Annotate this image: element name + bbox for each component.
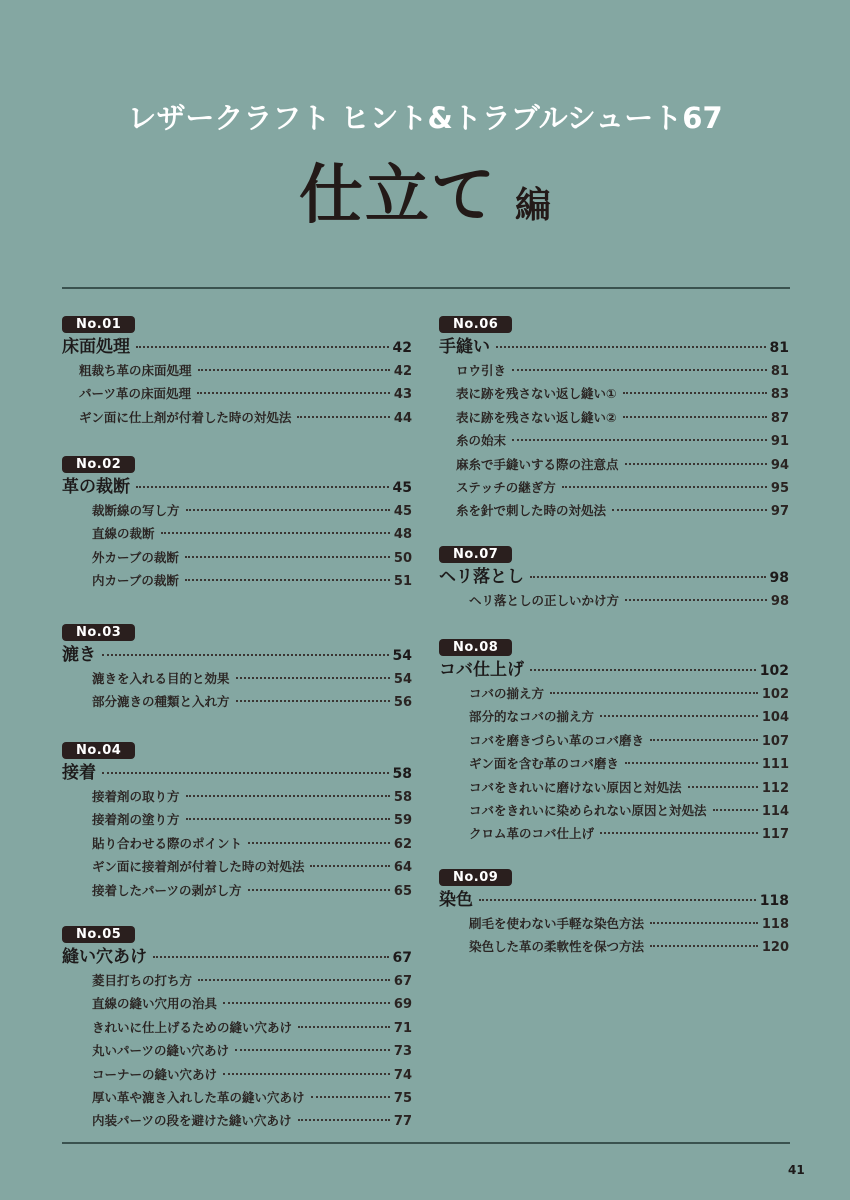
toc-column-left [62, 313, 412, 1134]
toc-item[interactable]: ギン面に接着剤が付着した時の対処法 64 [92, 859, 412, 876]
toc-heading[interactable]: 漉き 54 [62, 645, 412, 665]
toc-item[interactable]: 内カーブの裁断 51 [92, 573, 412, 590]
toc-item[interactable]: 表に跡を残さない返し縫い② 87 [456, 409, 789, 426]
toc-section-04 [62, 739, 412, 923]
toc-item[interactable]: コバを磨きづらい革のコバ磨き 107 [469, 732, 789, 749]
section-badge: No.05 [62, 926, 135, 943]
toc-item[interactable]: 刷毛を使わない手軽な染色方法 118 [469, 916, 789, 932]
page-title [0, 144, 850, 236]
toc-item[interactable]: コバをきれいに染められない原因と対処法 114 [469, 803, 789, 820]
toc-item[interactable]: 接着剤の取り方 58 [92, 789, 412, 805]
toc-heading[interactable]: コバ仕上げ 102 [439, 660, 789, 680]
section-badge: No.07 [439, 546, 512, 563]
top-divider [62, 287, 790, 289]
toc-item[interactable]: 部分的なコバの揃え方 104 [469, 709, 789, 726]
section-badge: No.03 [62, 624, 135, 641]
toc-item[interactable]: 糸を針で刺した時の対処法 97 [456, 503, 789, 520]
toc-item[interactable]: きれいに仕上げるための縫い穴あけ 71 [92, 1019, 412, 1036]
toc-item[interactable]: パーツ革の床面処理 43 [79, 386, 412, 403]
toc-section-01 [62, 313, 412, 453]
toc-section-06 [439, 313, 789, 543]
toc-item[interactable]: 厚い革や漉き入れした革の縫い穴あけ 75 [92, 1090, 412, 1107]
section-badge: No.08 [439, 639, 512, 656]
toc-item[interactable]: ギン面に仕上剤が付着した時の対処法 44 [79, 409, 412, 426]
toc-item[interactable]: ギン面を含む革のコバ磨き 111 [469, 756, 789, 773]
toc-section-03 [62, 621, 412, 739]
section-badge: No.09 [439, 869, 512, 886]
toc-section-07 [439, 543, 789, 636]
toc-item[interactable]: 漉きを入れる目的と効果 54 [92, 671, 412, 687]
toc-item[interactable]: ステッチの継ぎ方 95 [456, 480, 789, 497]
toc-item[interactable]: 染色した革の柔軟性を保つ方法 120 [469, 939, 789, 956]
toc-item[interactable]: コバの揃え方 102 [469, 686, 789, 702]
title-main: 仕立て [298, 159, 497, 233]
toc-column-right [439, 313, 789, 960]
page-number: 41 [788, 1163, 805, 1177]
toc-heading[interactable]: 床面処理 42 [62, 337, 412, 357]
toc-item[interactable]: 接着剤の塗り方 59 [92, 812, 412, 829]
toc-item[interactable]: 菱目打ちの打ち方 67 [92, 973, 412, 989]
toc-item[interactable]: 部分漉きの種類と入れ方 56 [92, 694, 412, 711]
toc-section-02 [62, 453, 412, 621]
toc-item[interactable]: 丸いパーツの縫い穴あけ 73 [92, 1043, 412, 1060]
toc-item[interactable]: 裁断線の写し方 45 [92, 503, 412, 519]
section-badge: No.04 [62, 742, 135, 759]
toc-heading[interactable]: 染色 118 [439, 890, 789, 910]
section-badge: No.02 [62, 456, 135, 473]
toc-item[interactable]: 糸の始末 91 [456, 433, 789, 450]
title-suffix: 編 [514, 185, 551, 226]
toc-item[interactable]: コーナーの縫い穴あけ 74 [92, 1066, 412, 1083]
toc-item[interactable]: 表に跡を残さない返し縫い① 83 [456, 386, 789, 403]
toc-section-08 [439, 636, 789, 866]
toc-section-05 [62, 923, 412, 1134]
toc-item[interactable]: 外カーブの裁断 50 [92, 549, 412, 566]
section-badge: No.06 [439, 316, 512, 333]
toc-item[interactable]: ロウ引き 81 [456, 363, 789, 379]
toc-item[interactable]: コバをきれいに磨けない原因と対処法 112 [469, 779, 789, 796]
series-title: レザークラフト ヒント&トラブルシュート67 [127, 101, 723, 135]
toc-heading[interactable]: 縫い穴あけ 67 [62, 947, 412, 967]
toc-item[interactable]: ヘリ落としの正しいかけ方 98 [469, 593, 789, 609]
toc-heading[interactable]: 手縫い 81 [439, 337, 789, 357]
toc-item[interactable]: 内装パーツの段を避けた縫い穴あけ 77 [92, 1113, 412, 1130]
toc-item[interactable]: 粗裁ち革の床面処理 42 [79, 363, 412, 379]
bottom-divider [62, 1142, 790, 1144]
section-badge: No.01 [62, 316, 135, 333]
toc-item[interactable]: 麻糸で手縫いする際の注意点 94 [456, 456, 789, 473]
toc-heading[interactable]: 接着 58 [62, 763, 412, 783]
toc-item[interactable]: 直線の縫い穴用の治具 69 [92, 996, 412, 1013]
toc-item[interactable]: 接着したパーツの剥がし方 65 [92, 882, 412, 899]
toc-heading[interactable]: ヘリ落とし 98 [439, 567, 789, 587]
toc-item[interactable]: 直線の裁断 48 [92, 526, 412, 543]
toc-item[interactable]: 貼り合わせる際のポイント 62 [92, 835, 412, 852]
toc-heading[interactable]: 革の裁断 45 [62, 477, 412, 497]
toc-item[interactable]: クロム革のコバ仕上げ 117 [469, 826, 789, 843]
toc-section-09 [439, 866, 789, 960]
